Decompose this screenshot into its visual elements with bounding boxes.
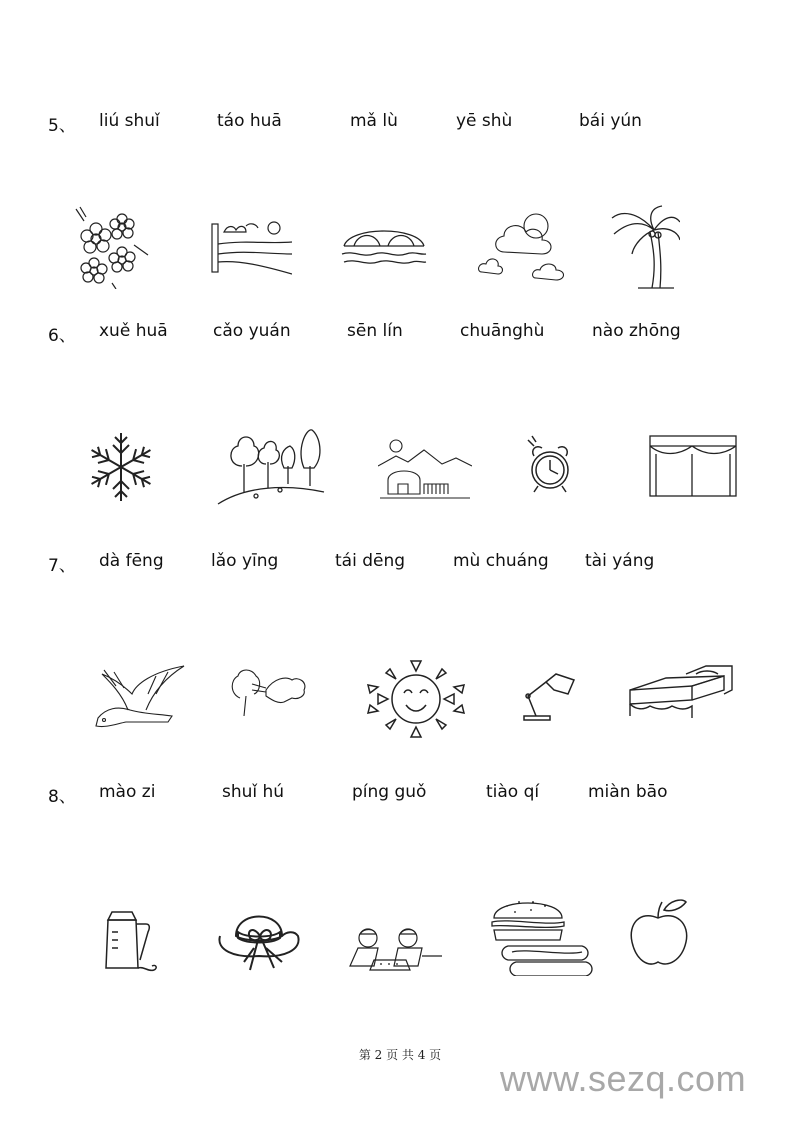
word-tao-hua: táo huā [217, 111, 282, 131]
forest-icon [216, 426, 326, 506]
river-icon [340, 220, 428, 270]
bed-icon [626, 660, 734, 726]
coconut-tree-icon [608, 204, 680, 290]
eagle-icon [92, 664, 188, 732]
word-ye-shu: yē shù [456, 111, 513, 131]
word-lao-ying: lǎo yīng [211, 551, 279, 571]
word-nao-zhong: nào zhōng [592, 321, 681, 341]
site-watermark: www.sezq.com [500, 1058, 747, 1099]
alarm-clock-icon [520, 434, 578, 496]
word-da-feng: dà fēng [99, 551, 164, 571]
sun-icon [364, 658, 468, 740]
word-chuanghu: chuānghù [460, 321, 545, 341]
word-xue-hua: xuě huā [99, 321, 168, 341]
word-mao-zi: mào zi [99, 782, 156, 802]
word-mu-chuang: mù chuáng [453, 551, 549, 571]
snowflake-icon [84, 430, 158, 504]
word-liu-shui: liú shuǐ [99, 111, 160, 131]
word-sen-lin: sēn lín [347, 321, 403, 341]
word-mian-bao: miàn bāo [588, 782, 668, 802]
apple-icon [626, 896, 692, 970]
peach-blossom-icon [72, 205, 154, 289]
road-icon [206, 214, 292, 276]
word-ma-lu: mǎ lù [350, 111, 398, 131]
row-6-label: 6、 [48, 326, 76, 346]
page-footer: 第 2 页 共 4 页 [358, 1048, 442, 1062]
word-tai-deng: tái dēng [335, 551, 406, 571]
row-5-label: 5、 [48, 116, 76, 136]
desk-lamp-icon [516, 670, 582, 726]
chess-players-icon [344, 926, 448, 974]
word-bai-yun: bái yún [579, 111, 642, 131]
word-tiao-qi: tiào qí [486, 782, 540, 802]
row-7-label: 7、 [48, 556, 76, 576]
window-icon [648, 434, 738, 498]
grassland-icon [378, 436, 472, 502]
word-shui-hu: shuǐ hú [222, 782, 285, 802]
cloud-icon [476, 212, 572, 284]
word-ping-guo: píng guǒ [352, 782, 427, 802]
hat-icon [214, 896, 304, 976]
word-tai-yang: tài yáng [585, 551, 655, 571]
word-cao-yuan: cǎo yuán [213, 321, 291, 341]
row-8-label: 8、 [48, 787, 76, 807]
bread-icon [486, 892, 594, 976]
kettle-icon [98, 904, 162, 976]
wind-icon [226, 666, 310, 722]
